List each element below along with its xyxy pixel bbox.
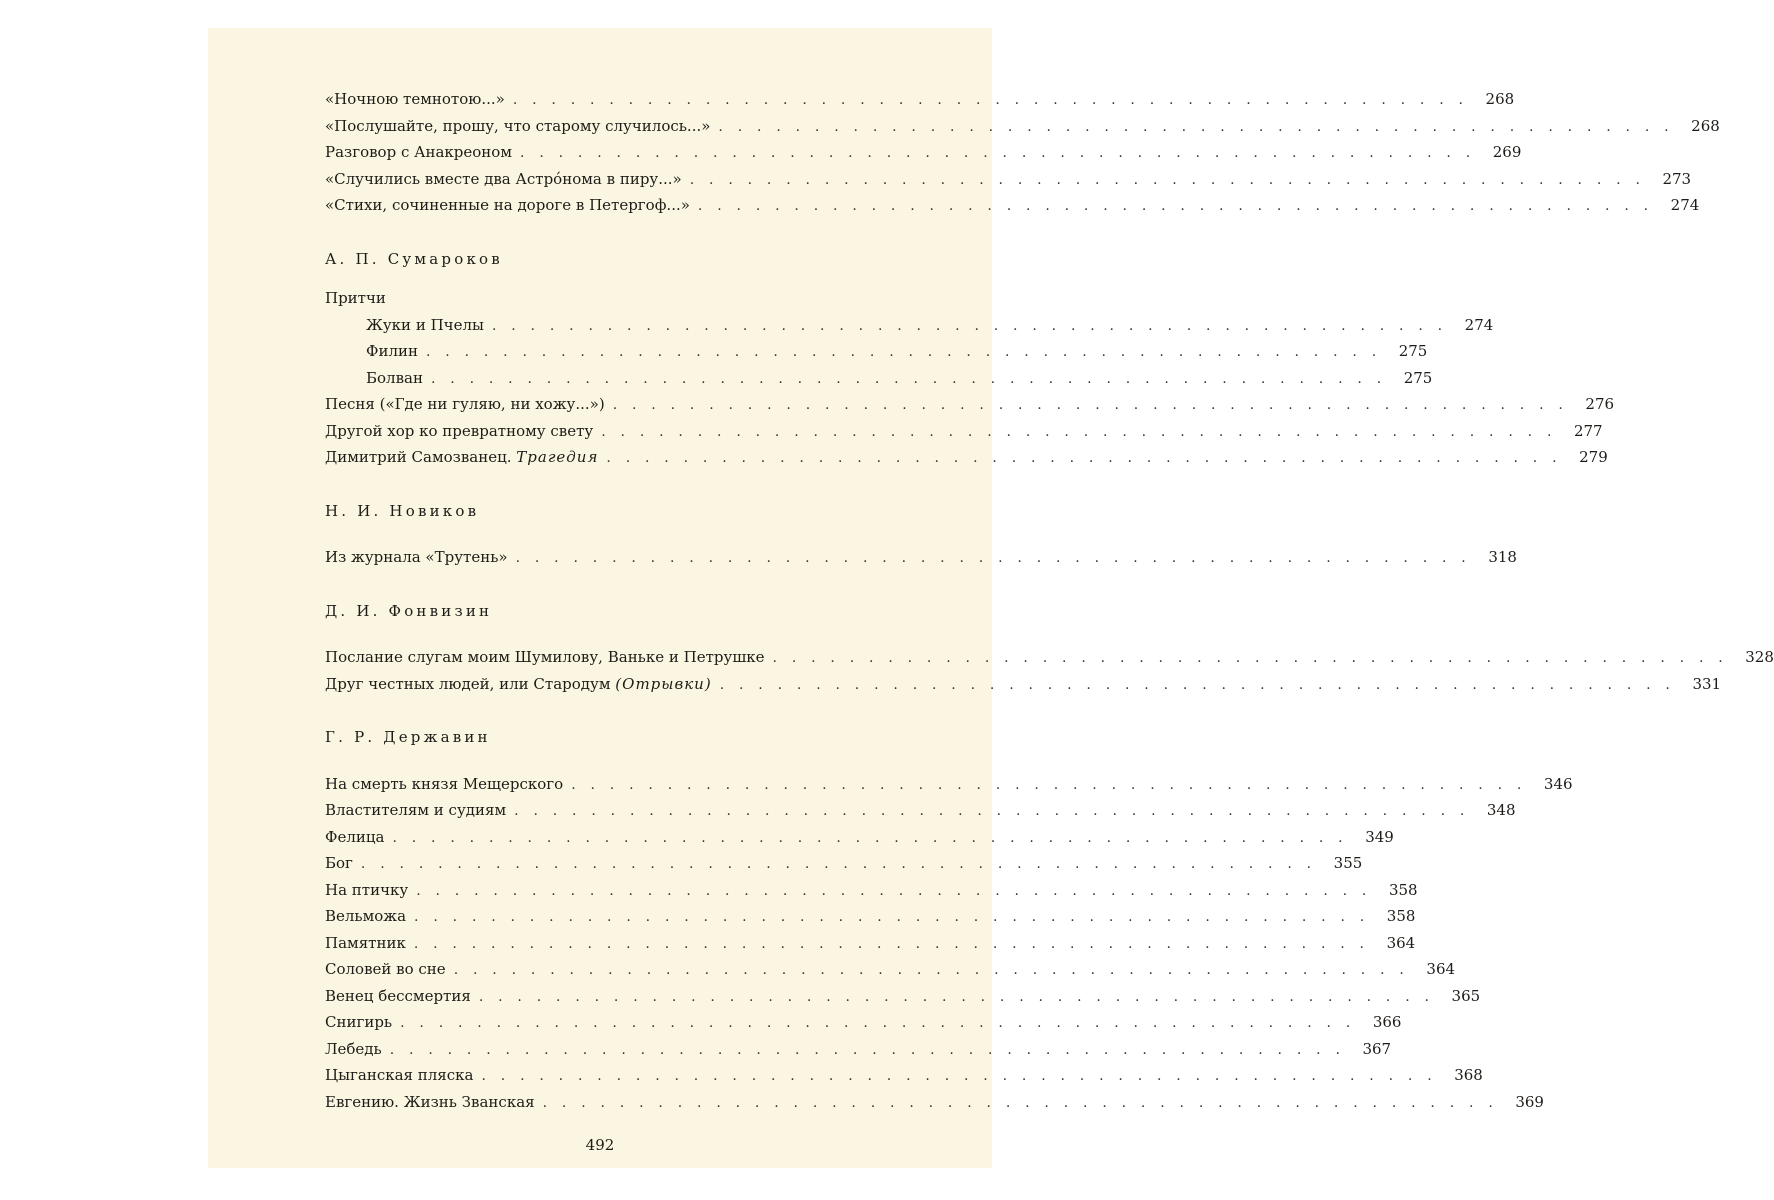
page-number: 492 [585,1136,615,1154]
entry-title: Властителям и судиям [325,801,507,819]
entry-page: 275 [1403,368,1433,387]
entry-page: 365 [1451,986,1481,1005]
toc-entry [325,1062,1483,1089]
entry-page: 355 [1333,854,1363,872]
entry-subtitle: (Отрывки) [615,674,712,693]
leader-dots: . . . . . . . . . . . . . . . . . . . . . . . . . . . . . . . . . . . . . . . . . . . . . . . . . . [392,829,1348,846]
entry-page: 364 [1386,933,1416,952]
toc-entry [325,113,1720,140]
entry-title: «Стихи, сочиненные на дороге в Петергоф...» [325,196,690,214]
table-of-contents [325,86,1774,1115]
toc-entry [325,338,1428,365]
entry-page: 358 [1388,880,1418,899]
toc-entry [325,1089,1544,1116]
entry-title: Цыганская пляска [325,1066,474,1084]
leader-dots: . . . . . . . . . . . . . . . . . . . . . . . . . . . . . . . . . . . . . . . . . . . . . . . . . . [542,1094,1498,1111]
entry-page: 349 [1365,827,1394,846]
entry-title: Послание слугам моим Шумилову, Ваньке и Петрушке [325,648,765,666]
entry-page: 269 [1492,143,1522,161]
entry-title: «Случились вместе два Астрóнома в пиру...» [325,169,682,188]
entry-title: Лебедь [325,1039,382,1058]
leader-dots: . . . . . . . . . . . . . . . . . . . . . . . . . . . . . . . . . . . . . . . . . . . . . . . . . . [718,118,1674,135]
entry-page: 331 [1692,674,1722,693]
entry-page: 348 [1486,801,1516,819]
toc-entry [325,771,1573,798]
entry-title: Из журнала «Трутень» [325,548,508,566]
toc-entry [325,930,1416,957]
author-heading: Д. И. Фонвизин [325,601,493,620]
leader-dots: . . . . . . . . . . . . . . . . . . . . . . . . . . . . . . . . . . . . . . . . . . . . . . . . . . [491,317,1448,334]
leader-dots: . . . . . . . . . . . . . . . . . . . . . . . . . . . . . . . . . . . . . . . . . . . . . . . . . . [360,856,1317,872]
author-heading: Н. И. Новиков [325,501,480,520]
leader-dots: . . . . . . . . . . . . . . . . . . . . . . . . . . . . . . . . . . . . . . . . . . . . . . . . . . [416,882,1372,899]
toc-entry [325,166,1692,193]
entry-title: На птичку [325,880,409,899]
entry-title: Венец бессмертия [325,986,471,1005]
entry-title: Евгению. Жизнь Званская [325,1092,535,1111]
leader-dots: . . . . . . . . . . . . . . . . . . . . . . . . . . . . . . . . . . . . . . . . . . . . . . . . . . [612,397,1569,413]
leader-dots: . . . . . . . . . . . . . . . . . . . . . . . . . . . . . . . . . . . . . . . . . . . . . . . . . . [414,909,1370,925]
toc-entry [325,444,1608,471]
entry-page: 275 [1398,342,1428,360]
entry-page: 276 [1585,395,1615,413]
entry-page: 279 [1579,448,1608,466]
leader-dots: . . . . . . . . . . . . . . . . . . . . . . . . . . . . . . . . . . . . . . . . . . . . . . . . . . [772,650,1728,666]
entry-title: Разговор с Анакреоном [325,143,513,161]
entry-title: Памятник [325,933,406,952]
entry-page: 274 [1464,315,1494,334]
leader-dots: . . . . . . . . . . . . . . . . . . . . . . . . . . . . . . . . . . . . . . . . . . . . . . . . . . [430,370,1387,387]
toc-entry [325,877,1418,904]
toc-entry [325,983,1481,1010]
entry-title: Жуки и Пчелы [366,315,484,334]
entry-page: 346 [1543,774,1573,793]
toc-entry [325,797,1516,824]
entry-page: 364 [1426,960,1456,978]
leader-dots: . . . . . . . . . . . . . . . . . . . . . . . . . . . . . . . . . . . . . . . . . . . . . . . . . . [413,935,1370,952]
author-heading: А. П. Сумароков [325,249,503,268]
entry-page: 358 [1386,907,1416,925]
toc-entry [325,903,1416,930]
leader-dots: . . . . . . . . . . . . . . . . . . . . . . . . . . . . . . . . . . . . . . . . . . . . . . . . . . [453,962,1410,978]
toc-entry [325,956,1456,983]
leader-dots: . . . . . . . . . . . . . . . . . . . . . . . . . . . . . . . . . . . . . . . . . . . . . . . . . . [514,803,1470,819]
entry-title: «Послушайте, прошу, что старому случилось...» [325,116,711,135]
entry-title [325,444,602,471]
toc-entry [325,86,1515,113]
toc-entry [325,644,1774,671]
leader-dots: . . . . . . . . . . . . . . . . . . . . . . . . . . . . . . . . . . . . . . . . . . . . . . . . . . [389,1041,1346,1058]
leader-dots: . . . . . . . . . . . . . . . . . . . . . . . . . . . . . . . . . . . . . . . . . . . . . . . . . . [515,550,1471,566]
entry-title-main: Димитрий Самозванец. [325,448,512,466]
entry-page: 328 [1745,648,1774,666]
toc-entry [325,312,1494,339]
leader-dots: . . . . . . . . . . . . . . . . . . . . . . . . . . . . . . . . . . . . . . . . . . . . . . . . . . [689,171,1646,188]
toc-entry [325,1009,1402,1036]
entry-title-main: Друг честных людей, или Стародум [325,674,611,693]
entry-title: Вельможа [325,907,407,925]
entry-page: 318 [1488,548,1517,566]
leader-dots: . . . . . . . . . . . . . . . . . . . . . . . . . . . . . . . . . . . . . . . . . . . . . . . . . . [606,450,1562,466]
entry-page: 368 [1454,1066,1483,1084]
entry-page: 366 [1372,1013,1402,1031]
entry-title: Болван [366,368,423,387]
leader-dots: . . . . . . . . . . . . . . . . . . . . . . . . . . . . . . . . . . . . . . . . . . . . . . . . . . [697,198,1654,214]
entry-page: 369 [1515,1092,1544,1111]
entry-page: 268 [1691,116,1720,135]
author-heading: Г. Р. Державин [325,728,491,746]
entry-title: Другой хор ко превратному свету [325,421,594,440]
leader-dots: . . . . . . . . . . . . . . . . . . . . . . . . . . . . . . . . . . . . . . . . . . . . . . . . . . [601,423,1557,440]
leader-dots: . . . . . . . . . . . . . . . . . . . . . . . . . . . . . . . . . . . . . . . . . . . . . . . . . . [425,344,1382,360]
toc-entry [325,824,1394,851]
entry-title: «Ночною темнотою...» [325,90,505,108]
toc-entry [325,365,1433,392]
leader-dots: . . . . . . . . . . . . . . . . . . . . . . . . . . . . . . . . . . . . . . . . . . . . . . . . . . [520,145,1476,161]
book-page [208,28,1774,1168]
leader-dots: . . . . . . . . . . . . . . . . . . . . . . . . . . . . . . . . . . . . . . . . . . . . . . . . . . [400,1015,1356,1031]
leader-dots: . . . . . . . . . . . . . . . . . . . . . . . . . . . . . . . . . . . . . . . . . . . . . . . . . . [481,1068,1437,1084]
leader-dots: . . . . . . . . . . . . . . . . . . . . . . . . . . . . . . . . . . . . . . . . . . . . . . . . . . [719,676,1676,693]
toc-entry [325,192,1700,219]
entry-page: 277 [1573,421,1603,440]
entry-title: Снигирь [325,1013,393,1031]
toc-entry [325,418,1603,445]
toc-entry [325,850,1363,877]
entry-page: 274 [1670,196,1700,214]
entry-page: 273 [1662,169,1692,188]
entry-page: 367 [1362,1039,1392,1058]
toc-entry [325,671,1722,698]
entry-page: 268 [1485,90,1515,108]
leader-dots: . . . . . . . . . . . . . . . . . . . . . . . . . . . . . . . . . . . . . . . . . . . . . . . . . . [478,988,1435,1005]
entry-title: Бог [325,854,353,872]
toc-entry [325,391,1615,418]
entry-title: Фелица [325,827,385,846]
entry-title: На смерть князя Мещерского [325,774,564,793]
toc-entry [325,139,1522,166]
leader-dots: . . . . . . . . . . . . . . . . . . . . . . . . . . . . . . . . . . . . . . . . . . . . . . . . . . [571,776,1527,793]
entry-title: Филин [366,342,418,360]
entry-subtitle: Трагедия [516,448,599,466]
toc-entry [325,544,1517,571]
entry-title [325,671,716,698]
entry-title: Соловей во сне [325,960,446,978]
leader-dots: . . . . . . . . . . . . . . . . . . . . . . . . . . . . . . . . . . . . . . . . . . . . . . . . . . [512,92,1469,108]
group-heading: Притчи [325,289,386,307]
entry-title: Песня («Где ни гуляю, ни хожу...») [325,395,605,413]
toc-entry [325,1036,1392,1063]
